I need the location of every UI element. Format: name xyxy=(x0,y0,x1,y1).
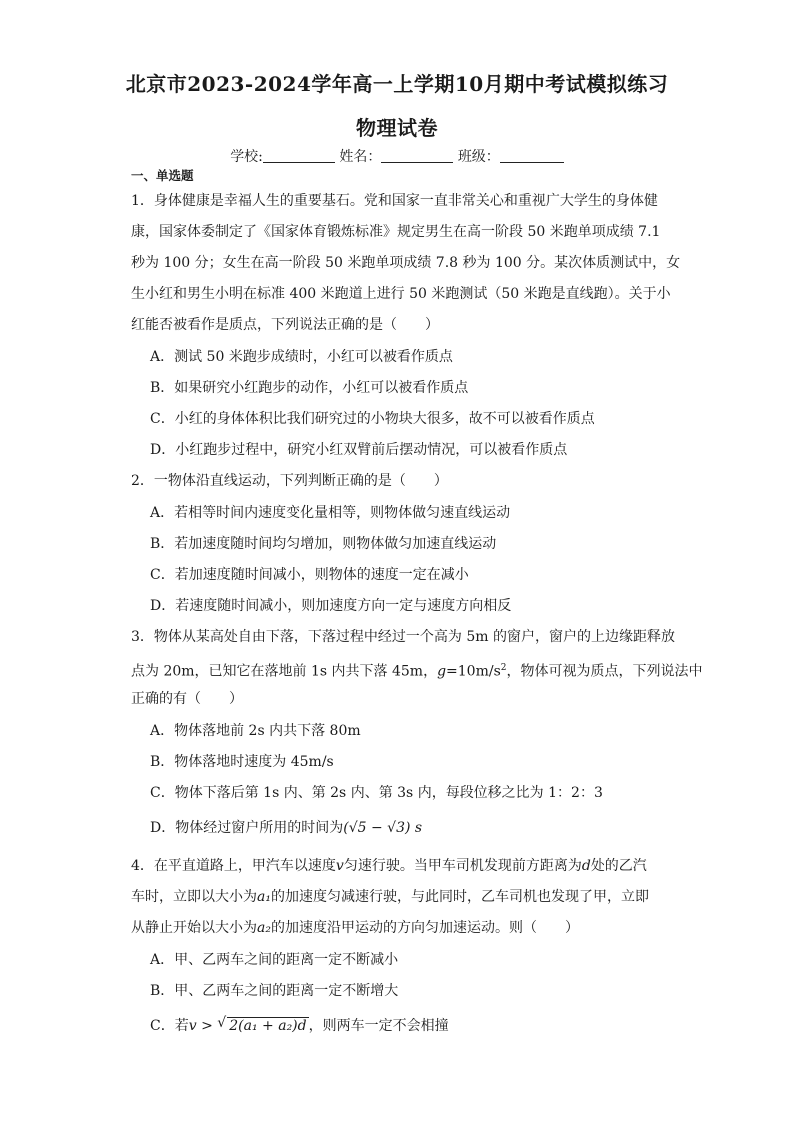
q4-stem-line2: 车时，立即以大小为a₁的加速度匀减速行驶，与此同时，乙车司机也发现了甲，立即 xyxy=(131,889,649,905)
sqrt-expression: √ 2(a₁ + a₂)d xyxy=(217,1015,307,1034)
q3-d-formula: (√5 − √3) s xyxy=(343,820,423,836)
exam-subtitle: 物理试卷 xyxy=(356,116,438,140)
q1-option-c: C．小红的身体体积比我们研究过的小物块大很多，故不可以被看作质点 xyxy=(150,411,595,427)
name-label: 姓名： xyxy=(339,149,382,165)
q3-option-a: A．物体落地前 2s 内共下落 80m xyxy=(150,723,361,739)
q3-option-d: D．物体经过窗户所用的时间为(√5 − √3) s xyxy=(150,820,423,836)
g-symbol: g xyxy=(437,663,447,680)
q2-option-c: C．若加速度随时间减小，则物体的速度一定在减小 xyxy=(150,567,469,583)
q4-stem-line3: 从静止开始以大小为a₂的加速度沿甲运动的方向匀加速运动。则（ ） xyxy=(131,920,579,936)
d-symbol: d xyxy=(581,858,591,874)
q3-option-c: C．物体下落后第 1s 内、第 2s 内、第 3s 内，每段位移之比为 1：2：3 xyxy=(150,785,603,801)
exam-title: 北京市2023-2024学年高一上学期10月期中考试模拟练习 xyxy=(125,72,669,96)
q1-stem-line4: 生小红和男生小明在标准 400 米跑道上进行 50 米跑测试（50 米跑是直线跑）。关于小 xyxy=(131,286,671,302)
q1-option-d: D．小红跑步过程中，研究小红双臂前后摆动情况，可以被看作质点 xyxy=(150,442,568,458)
q4-option-c: C．若v > √ 2(a₁ + a₂)d ，则两车一定不会相撞 xyxy=(150,1015,449,1034)
q3-option-b: B．物体落地时速度为 45m/s xyxy=(150,754,334,770)
q3-stem-line3: 正确的有（ ） xyxy=(131,691,243,707)
q2-option-b: B．若加速度随时间均匀增加，则物体做匀加速直线运动 xyxy=(150,536,497,552)
school-blank xyxy=(263,148,335,163)
q1-stem-line1: 1．身体健康是幸福人生的重要基石。党和国家一直非常关心和重视广大学生的身体健 xyxy=(131,193,658,209)
a2-symbol: a₂ xyxy=(257,920,271,936)
q1-stem-line2: 康，国家体委制定了《国家体育锻炼标准》规定男生在高一阶段 50 米跑单项成绩 7.1 xyxy=(131,224,661,240)
q3-stem-line2: 点为 20m，已知它在落地前 1s 内共下落 45m，$g=10m/s^2$，物体可视为质点，下列说法中 xyxy=(131,663,703,680)
class-label: 班级： xyxy=(457,149,500,165)
q4-stem-line1: 4．在平直道路上，甲汽车以速度v匀速行驶。当甲车司机发现前方距离为d处的乙汽 xyxy=(131,858,647,874)
student-info-row xyxy=(0,146,794,166)
q1-stem-line3: 秒为 100 分；女生在高一阶段 50 米跑单项成绩 7.8 秒为 100 分。某次体质测试中，女 xyxy=(131,255,681,271)
school-label: 学校: xyxy=(230,149,263,165)
q3-stem-line1: 3．物体从某高处自由下落，下落过程中经过一个高为 5m 的窗户，窗户的上边缘距释放 xyxy=(131,629,675,645)
q2-option-a: A．若相等时间内速度变化量相等，则物体做匀速直线运动 xyxy=(150,505,511,521)
class-blank xyxy=(500,148,564,163)
v-symbol: v xyxy=(335,858,344,874)
q2-stem: 2．一物体沿直线运动，下列判断正确的是（ ） xyxy=(131,473,448,489)
name-blank xyxy=(381,148,453,163)
q1-stem-line5: 红能否被看作是质点，下列说法正确的是（ ） xyxy=(131,317,439,333)
q2-option-d: D．若速度随时间减小，则加速度方向一定与速度方向相反 xyxy=(150,598,512,614)
q4-option-a: A．甲、乙两车之间的距离一定不断减小 xyxy=(150,952,399,968)
a1-symbol: a₁ xyxy=(257,889,271,905)
q1-option-a: A．测试 50 米跑步成绩时，小红可以被看作质点 xyxy=(150,349,453,365)
section-heading: 一、单选题 xyxy=(131,168,194,183)
q4-option-b: B．甲、乙两车之间的距离一定不断增大 xyxy=(150,983,399,999)
q1-option-b: B．如果研究小红跑步的动作，小红可以被看作质点 xyxy=(150,380,469,396)
